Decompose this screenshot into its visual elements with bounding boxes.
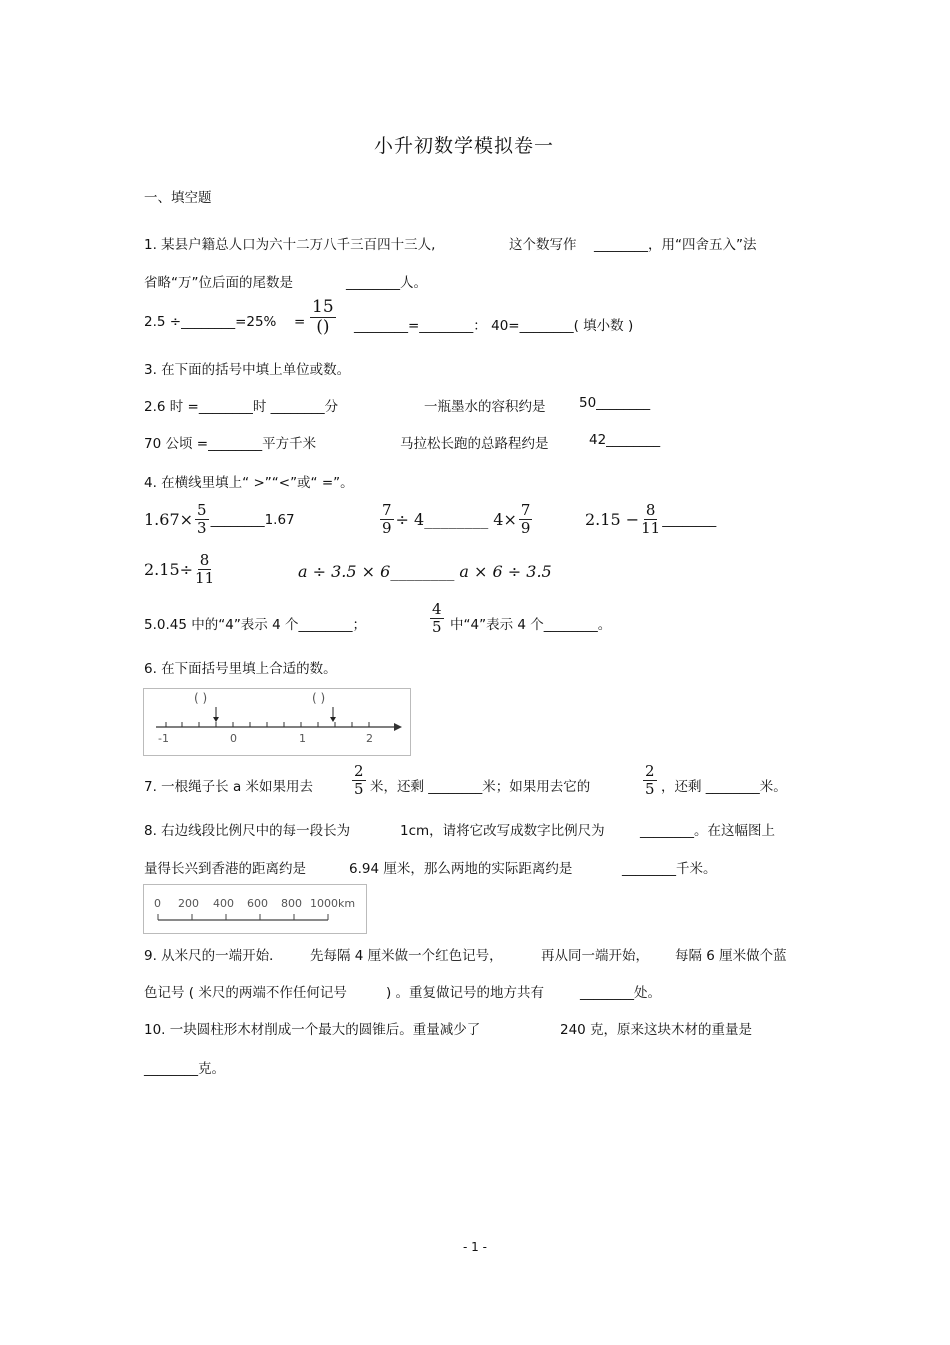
q9-text-e: 色记号 ( 米尺的两端不作任何记号 bbox=[144, 985, 347, 1001]
page-title: 小升初数学模拟卷一 bbox=[374, 135, 555, 157]
expr-text: ÷ 4________ 4× bbox=[395, 510, 517, 529]
q8-text-c: ________。在这幅图上 bbox=[640, 823, 775, 839]
q8-text-f: ________千米。 bbox=[622, 861, 717, 877]
expr-text: ________ bbox=[662, 511, 717, 528]
q2-fraction bbox=[308, 299, 338, 336]
fraction bbox=[641, 503, 660, 536]
fraction-numerator: 4 bbox=[432, 600, 442, 618]
q8-text-b: 1cm，请将它改写成数字比例尺为 bbox=[400, 823, 605, 839]
fraction bbox=[519, 503, 533, 536]
scale-label: 600 bbox=[247, 897, 268, 910]
q9-text-g: ________处。 bbox=[580, 985, 661, 1001]
q1-text-b: 这个数写作 bbox=[509, 237, 577, 253]
scale-label: 1000km bbox=[310, 897, 356, 910]
fraction-numerator: 7 bbox=[382, 501, 392, 519]
q6-heading: 6. 在下面括号里填上合适的数。 bbox=[144, 661, 337, 677]
q7-text-b: 米，还剩 ________米；如果用去它的 bbox=[370, 779, 591, 795]
q7-text-c: ，还剩 ________米。 bbox=[661, 779, 787, 795]
fraction-denominator: 3 bbox=[197, 519, 207, 537]
expr-text: 1.67× bbox=[144, 510, 194, 529]
fraction-denominator: 5 bbox=[432, 618, 442, 636]
page-number: - 1 - bbox=[463, 1240, 487, 1254]
q3-line1-a: 2.6 时 =________时 ________分 bbox=[144, 399, 339, 415]
q4-expr2 bbox=[378, 503, 534, 536]
scale-bar bbox=[144, 885, 366, 933]
blank-paren-1: ( ) bbox=[194, 691, 208, 705]
q9-text-a: 9. 从米尺的一端开始． bbox=[144, 948, 283, 964]
q3-line1-b: 一瓶墨水的容积约是 bbox=[424, 399, 546, 415]
q7-fraction-2 bbox=[641, 764, 659, 797]
q2-equals: = bbox=[294, 314, 306, 330]
q1-text-e: ________人。 bbox=[346, 275, 427, 291]
q5-fraction bbox=[428, 602, 446, 635]
q1-text-d: 省略“万”位后面的尾数是 bbox=[144, 275, 293, 291]
q1-text-a: 1. 某县户籍总人口为六十二万八千三百四十三人, bbox=[144, 237, 436, 253]
fraction-numerator: 8 bbox=[645, 501, 656, 519]
q8-text-e: 6.94 厘米，那么两地的实际距离约是 bbox=[349, 861, 573, 877]
number-line bbox=[144, 689, 410, 755]
fraction-numerator: 7 bbox=[520, 501, 531, 519]
q8-text-a: 8. 右边线段比例尺中的每一段长为 bbox=[144, 823, 351, 839]
fraction-denominator: 11 bbox=[195, 569, 215, 587]
q9-text-c: 再从同一端开始， bbox=[541, 948, 649, 964]
scale-bar-figure bbox=[143, 884, 367, 934]
scale-label: 200 bbox=[178, 897, 199, 910]
tick-label: 0 bbox=[230, 732, 237, 745]
fraction-denominator: 9 bbox=[382, 519, 392, 537]
scale-label: 800 bbox=[281, 897, 302, 910]
tick-label: -1 bbox=[158, 732, 169, 745]
expr-text: ________1.67 bbox=[210, 511, 295, 528]
q3-line1-c: 50________ bbox=[579, 395, 651, 411]
fraction bbox=[380, 503, 394, 536]
q4-heading: 4. 在横线里填上“ >”“<”或“ =”。 bbox=[144, 475, 354, 491]
tick-label: 2 bbox=[366, 732, 373, 745]
q2-text-a: 2.5 ÷________=25% bbox=[144, 314, 277, 330]
scale-label: 0 bbox=[154, 897, 161, 910]
q9-text-d: 每隔 6 厘米做个蓝 bbox=[675, 948, 787, 964]
fraction-numerator: 2 bbox=[354, 762, 364, 780]
scale-label: 400 bbox=[213, 897, 234, 910]
q3-line2-b: 马拉松长跑的总路程约是 bbox=[400, 436, 549, 452]
fraction bbox=[195, 503, 209, 536]
q7-text-a: 7. 一根绳子长 a 米如果用去 bbox=[144, 779, 314, 795]
q10-text-b: 240 克，原来这块木材的重量是 bbox=[560, 1022, 753, 1038]
section-heading: 一、填空题 bbox=[144, 190, 212, 206]
q9-text-f: ) 。重复做记号的地方共有 bbox=[386, 985, 545, 1001]
q7-fraction-1 bbox=[350, 764, 368, 797]
number-line-figure bbox=[143, 688, 411, 756]
q9-text-b: 先每隔 4 厘米做一个红色记号， bbox=[310, 948, 503, 964]
q4-expr4 bbox=[144, 553, 216, 586]
fraction-numerator: 8 bbox=[199, 551, 210, 569]
fraction-denominator: 5 bbox=[645, 780, 655, 798]
fraction bbox=[430, 602, 444, 635]
fraction-denominator: 9 bbox=[520, 519, 531, 537]
expr-text: 2.15÷ bbox=[144, 560, 194, 579]
q5-text-a: 5.0.45 中的“4”表示 4 个________； bbox=[144, 617, 366, 633]
fraction bbox=[643, 764, 657, 797]
q3-line2-a: 70 公顷 =________平方千米 bbox=[144, 436, 317, 452]
q5-text-b: 中“4”表示 4 个________。 bbox=[450, 617, 612, 633]
q4-expr3 bbox=[585, 503, 716, 536]
q10-text-a: 10. 一块圆柱形木材削成一个最大的圆锥后。重量减少了 bbox=[144, 1022, 481, 1038]
q4-expr1 bbox=[144, 503, 295, 536]
fraction-numerator: 5 bbox=[197, 501, 207, 519]
fraction-denominator: 5 bbox=[354, 780, 364, 798]
q2-text-b: ________=________： 40=________( 填小数 ) bbox=[354, 318, 634, 334]
q3-line2-c: 42________ bbox=[589, 432, 661, 448]
expr-text: 2.15 − bbox=[585, 510, 640, 529]
q1-text-c: ________，用“四舍五入”法 bbox=[594, 237, 757, 253]
fraction bbox=[310, 299, 336, 336]
q3-heading: 3. 在下面的括号中填上单位或数。 bbox=[144, 362, 351, 378]
fraction-numerator: 15 bbox=[312, 297, 334, 317]
fraction-denominator: () bbox=[316, 317, 330, 337]
q4-expr5: a ÷ 3.5 × 6________ a × 6 ÷ 3.5 bbox=[298, 562, 552, 581]
fraction bbox=[195, 553, 214, 586]
q8-text-d: 量得长兴到香港的距离约是 bbox=[144, 861, 306, 877]
fraction bbox=[352, 764, 366, 797]
q10-text-c: ________克。 bbox=[144, 1061, 225, 1077]
blank-paren-2: ( ) bbox=[312, 691, 326, 705]
fraction-denominator: 11 bbox=[641, 519, 661, 537]
tick-label: 1 bbox=[299, 732, 306, 745]
fraction-numerator: 2 bbox=[645, 762, 655, 780]
